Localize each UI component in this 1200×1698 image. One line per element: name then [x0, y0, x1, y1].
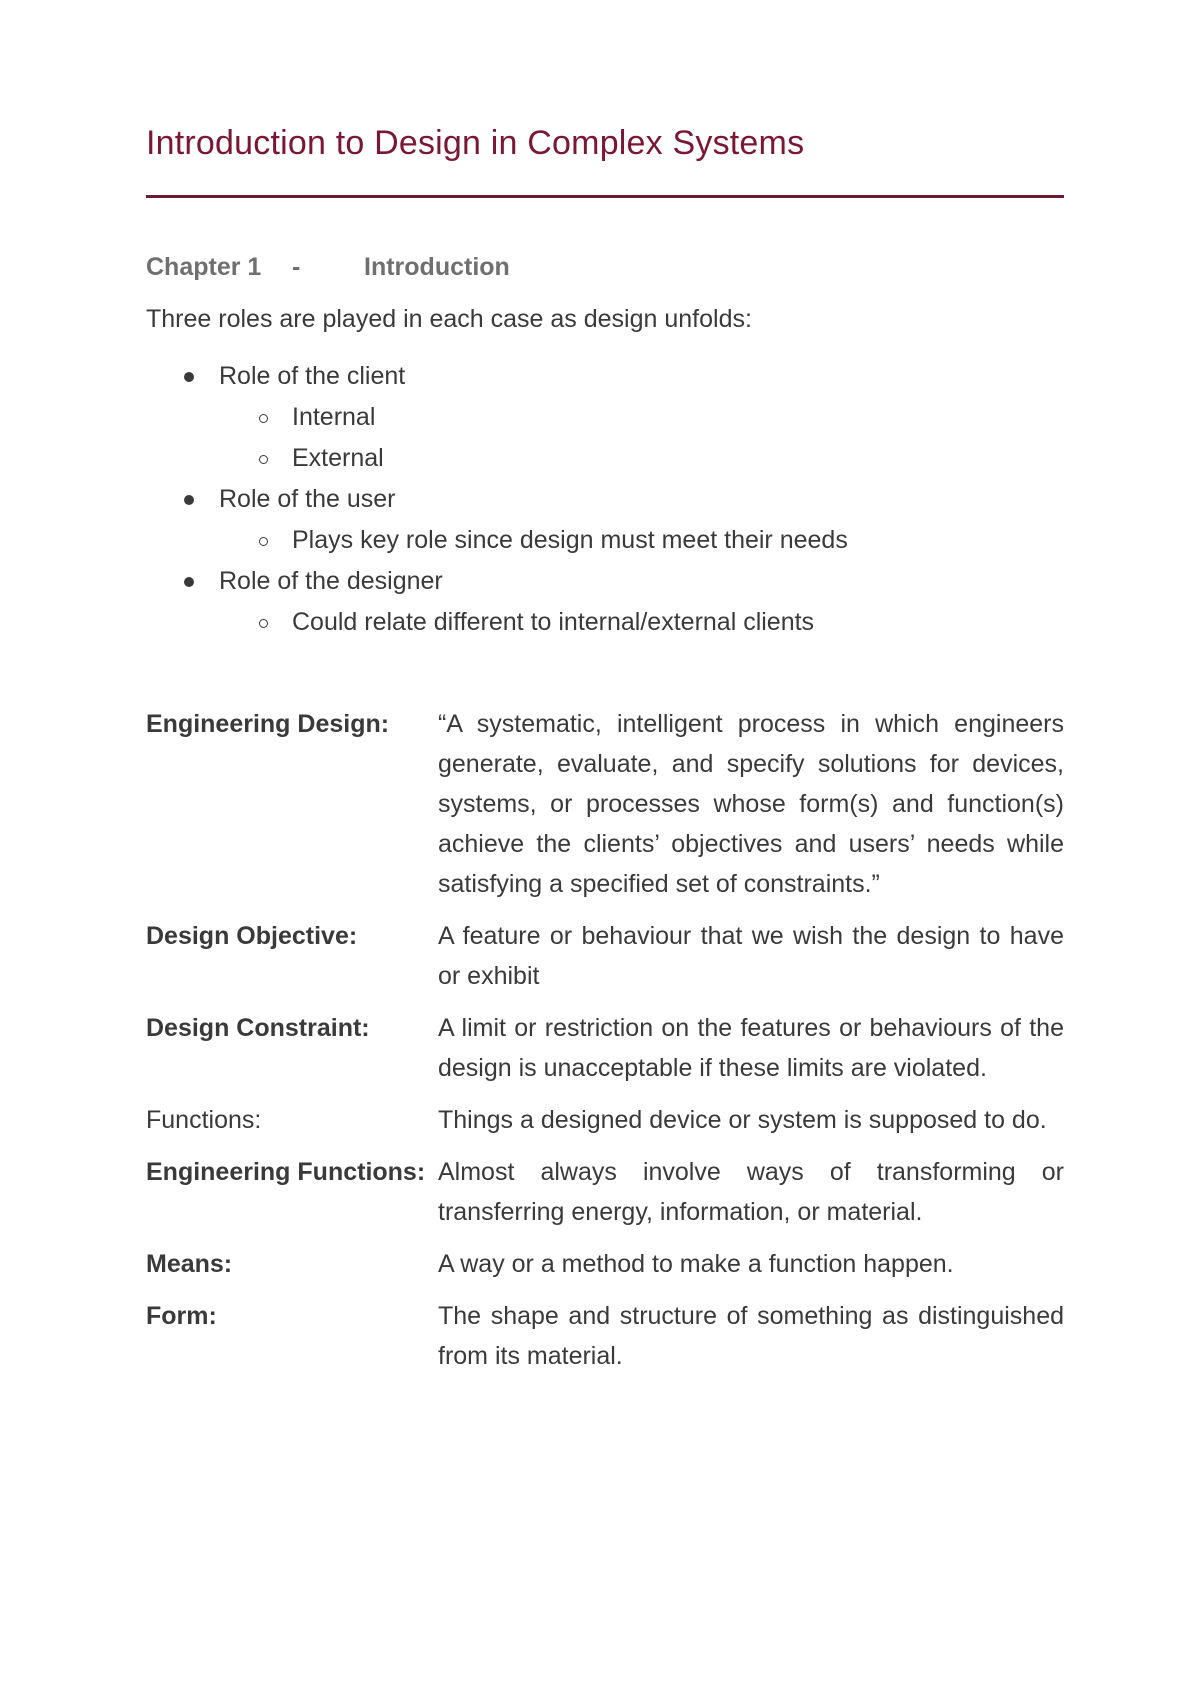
definition-term: Engineering Design: — [146, 710, 390, 738]
bullet-icon — [184, 495, 194, 505]
sub-list-item — [146, 520, 848, 561]
chapter-dash: - — [292, 253, 301, 281]
circle-bullet-icon — [259, 537, 268, 546]
definition-term: Functions: — [146, 1106, 262, 1134]
sub-list-item — [146, 602, 848, 643]
circle-bullet-icon — [259, 455, 268, 464]
chapter-number: Chapter 1 — [146, 253, 262, 281]
definition-row — [146, 916, 1066, 996]
list-item — [146, 356, 848, 397]
definitions-list — [146, 704, 1066, 1388]
definition-text: “A systematic, intelligent process in which engineers generate, evaluate, and specify solutions for devices, systems, or processes whose form(s) and function(s) achieve the clients’ objectives and users’ needs while satisfying a specified set of constraints.” — [438, 710, 1064, 898]
sub-list-item — [146, 438, 848, 479]
definition-text: A way or a method to make a function happen. — [438, 1250, 954, 1278]
bullet-icon — [184, 372, 194, 382]
definition-row — [146, 1152, 1066, 1232]
definition-row — [146, 1244, 1066, 1284]
role-label: Role of the user — [219, 485, 396, 513]
definition-text: Things a designed device or system is supposed to do. — [438, 1106, 1047, 1134]
intro-paragraph: Three roles are played in each case as design unfolds: — [146, 305, 752, 333]
definition-term: Design Constraint: — [146, 1014, 370, 1042]
role-label: Role of the designer — [219, 567, 443, 595]
definition-text: A limit or restriction on the features or behaviours of the design is unacceptable if these limits are violated. — [438, 1014, 1064, 1082]
title-divider — [146, 195, 1064, 198]
definition-text: A feature or behaviour that we wish the design to have or exhibit — [438, 922, 1064, 990]
roles-list — [146, 356, 848, 643]
definition-text: The shape and structure of something as distinguished from its material. — [438, 1302, 1064, 1370]
page-title: Introduction to Design in Complex Systems — [146, 124, 805, 162]
chapter-heading — [146, 253, 510, 282]
list-item — [146, 561, 848, 602]
circle-bullet-icon — [259, 619, 268, 628]
definition-term: Means: — [146, 1250, 233, 1278]
sub-item-label: Plays key role since design must meet their needs — [292, 526, 848, 554]
sub-list-item — [146, 397, 848, 438]
definition-row — [146, 1296, 1066, 1376]
definition-term: Design Objective: — [146, 922, 358, 950]
role-label: Role of the client — [219, 362, 406, 390]
sub-item-label: External — [292, 444, 384, 472]
list-item — [146, 479, 848, 520]
bullet-icon — [184, 577, 194, 587]
circle-bullet-icon — [259, 414, 268, 423]
sub-item-label: Internal — [292, 403, 376, 431]
definition-row — [146, 1100, 1066, 1140]
definition-term: Form: — [146, 1302, 217, 1330]
sub-item-label: Could relate different to internal/external clients — [292, 608, 815, 636]
chapter-name: Introduction — [364, 253, 510, 281]
definition-term: Engineering Functions: — [146, 1158, 426, 1186]
definition-text: Almost always involve ways of transforming or transferring energy, information, or material. — [438, 1158, 1064, 1226]
definition-row — [146, 704, 1066, 904]
definition-row — [146, 1008, 1066, 1088]
